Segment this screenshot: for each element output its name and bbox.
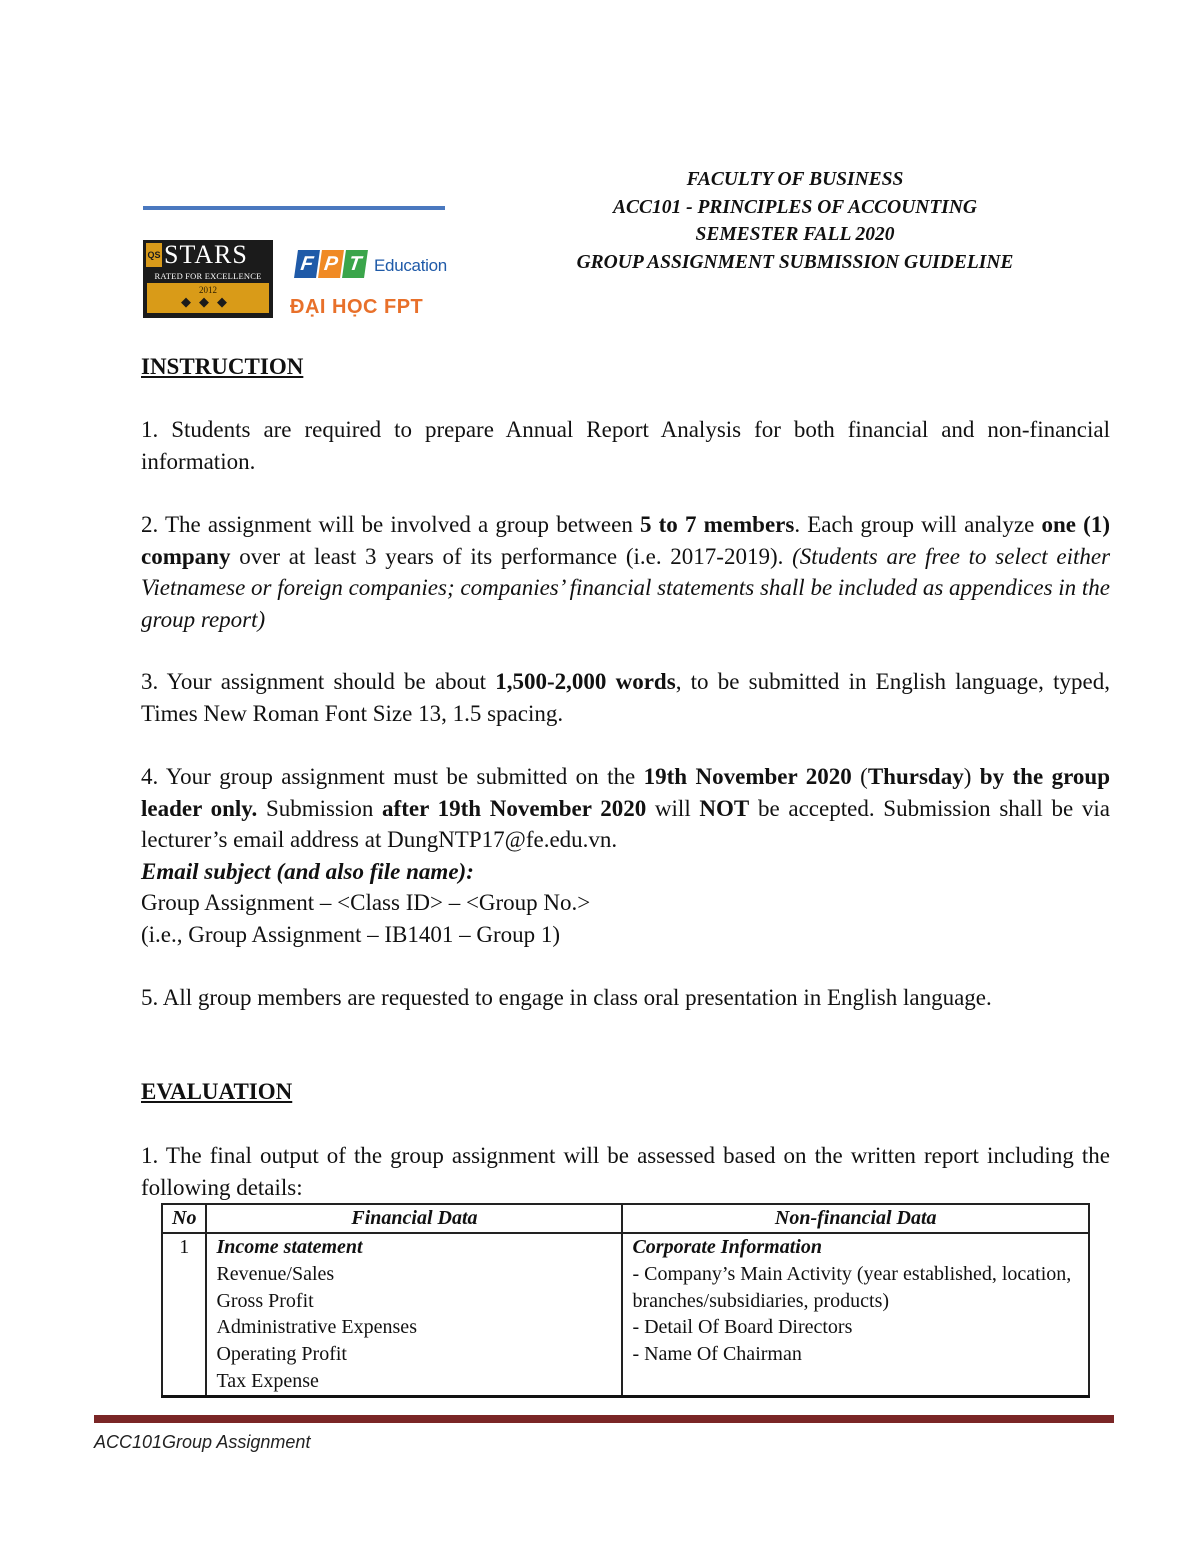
email-subject-format: Group Assignment – <Class ID> – <Group No.> bbox=[141, 890, 591, 915]
header-course: ACC101 - PRINCIPLES OF ACCOUNTING bbox=[612, 196, 978, 218]
item3-word-count: 1,500-2,000 words bbox=[495, 669, 676, 694]
header-non-financial-data: Non-financial Data bbox=[622, 1204, 1089, 1233]
item2-text-2: . Each group will analyze bbox=[794, 512, 1042, 537]
item2-note: (Students are free to select either Vietnamese or foreign companies; companies’ financial statements shall be included as appendices in the group report) bbox=[141, 543, 1111, 632]
fpt-letter-p: P bbox=[318, 250, 344, 278]
fpt-letter-f: F bbox=[294, 250, 320, 278]
stars-diamond-icons: ◆◆◆ bbox=[181, 295, 235, 310]
email-subject-example: (i.e., Group Assignment – IB1401 – Group 1) bbox=[141, 922, 561, 947]
fpt-education-logo bbox=[290, 244, 445, 324]
stars-wordmark: STARS bbox=[164, 240, 248, 269]
footer-rule bbox=[94, 1415, 1114, 1423]
fpt-letter-blocks bbox=[296, 250, 368, 278]
header-financial-data: Financial Data bbox=[206, 1204, 622, 1233]
stars-rated-text: RATED FOR EXCELLENCE bbox=[154, 271, 262, 281]
item4-after-deadline: after 19th November 2020 bbox=[382, 795, 647, 821]
fpt-university-label: ĐẠI HỌC FPT bbox=[290, 296, 424, 318]
evaluation-table bbox=[161, 1203, 1090, 1398]
fpt-education-label: Education bbox=[374, 256, 447, 275]
stars-logo-top bbox=[143, 240, 273, 270]
financial-item: Tax Expense bbox=[216, 1369, 319, 1392]
header-faculty: FACULTY OF BUSINESS bbox=[686, 169, 904, 190]
table-row bbox=[162, 1233, 1089, 1396]
income-statement-title: Income statement bbox=[216, 1236, 363, 1258]
item4-text-5: will bbox=[646, 795, 700, 821]
qs-stars-logo bbox=[143, 240, 273, 318]
instruction-item-5: 5. All group members are requested to engage in class oral presentation in English language. bbox=[141, 985, 992, 1010]
header-guideline: GROUP ASSIGNMENT SUBMISSION GUIDELINE bbox=[576, 251, 1014, 273]
evaluation-item-1: 1. The final output of the group assignment will be assessed based on the written report including the following details: bbox=[141, 1143, 1110, 1200]
item4-text-1: 4. Your group assignment must be submitted on the bbox=[141, 764, 644, 789]
stars-year: 2012 bbox=[199, 285, 217, 295]
item2-company: one (1) company bbox=[141, 512, 1110, 569]
financial-item: Operating Profit bbox=[216, 1343, 347, 1366]
item4-text-4: Submission bbox=[257, 795, 383, 821]
item3-text-1: 3. Your assignment should be about bbox=[141, 669, 496, 694]
item4-not: NOT bbox=[699, 795, 750, 821]
non-financial-item: - Company’s Main Activity (year established, location, branches/subsidiaries, products) bbox=[632, 1262, 1072, 1312]
item2-text-3: over at least 3 years of its performance (i.e. 2017-2019). bbox=[230, 543, 784, 569]
header-no: No bbox=[162, 1204, 206, 1233]
fpt-letter-t: T bbox=[342, 250, 368, 278]
item2-text-1: 2. The assignment will be involved a group between bbox=[141, 512, 640, 537]
row-number: 1 bbox=[162, 1233, 206, 1396]
document-header bbox=[480, 166, 1110, 276]
non-financial-cell bbox=[622, 1233, 1089, 1396]
instruction-item-2 bbox=[141, 509, 1110, 635]
non-financial-item: - Name Of Chairman bbox=[632, 1343, 802, 1366]
instruction-item-3 bbox=[141, 666, 1110, 729]
financial-cell bbox=[206, 1233, 622, 1396]
item4-text-6: be accepted. Submission shall be via lecturer’s email address at DungNTP17@fe.edu.vn. bbox=[141, 795, 1110, 852]
corporate-information-title: Corporate Information bbox=[632, 1236, 822, 1258]
item4-leader-only: by the group leader only. bbox=[141, 764, 1110, 821]
table-header-row bbox=[162, 1204, 1089, 1233]
non-financial-item: - Detail Of Board Directors bbox=[632, 1316, 853, 1339]
item4-text-3: ) bbox=[963, 764, 980, 789]
instruction-item-4 bbox=[141, 761, 1110, 856]
item2-members: 5 to 7 members bbox=[639, 512, 795, 537]
financial-item: Revenue/Sales bbox=[216, 1262, 335, 1285]
evaluation-heading: EVALUATION bbox=[141, 1079, 293, 1104]
footer-text: ACC101Group Assignment bbox=[94, 1432, 311, 1452]
instruction-heading: INSTRUCTION bbox=[141, 354, 304, 379]
item4-text-2: ( bbox=[851, 764, 868, 789]
item4-weekday: Thursday bbox=[867, 764, 964, 789]
header-semester: SEMESTER FALL 2020 bbox=[695, 224, 895, 245]
instruction-item-1: 1. Students are required to prepare Annual Report Analysis for both financial and non-financial information. bbox=[141, 417, 1110, 474]
qs-badge: QS bbox=[146, 243, 162, 267]
item3-text-2: , to be submitted in English language, typed, Times New Roman Font Size 13, 1.5 spacing. bbox=[141, 669, 1110, 726]
financial-item: Administrative Expenses bbox=[216, 1316, 417, 1339]
email-subject-label: Email subject (and also file name): bbox=[141, 859, 474, 884]
logo-top-rule bbox=[143, 206, 445, 210]
stars-gold-band bbox=[147, 283, 269, 313]
item4-deadline: 19th November 2020 bbox=[643, 764, 852, 789]
financial-item: Gross Profit bbox=[216, 1289, 314, 1312]
